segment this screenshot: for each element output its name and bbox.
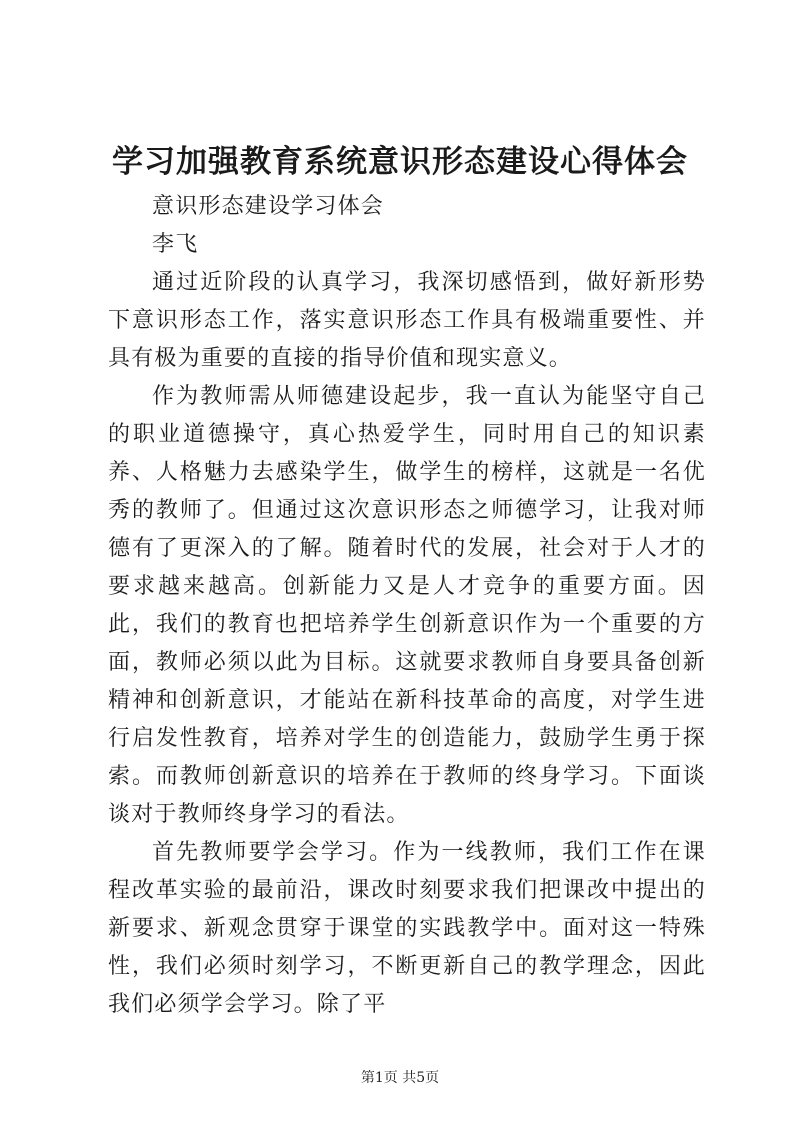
document-title: 学习加强教育系统意识形态建设心得体会 [112,144,688,180]
document-subtitle: 意识形态建设学习体会 [152,194,385,219]
paragraph-1: 通过近阶段的认真学习，我深切感悟到，做好新形势下意识形态工作，落实意识形态工作具有极端重要性、并具有极为重要的直接的指导价值和现实意义。 [108,270,706,371]
paragraph-3: 首先教师要学会学习。作为一线教师，我们工作在课程改革实验的最前沿，课改时刻要求我们把课改中提出的新要求、新观念贯穿于课堂的实践教学中。面对这一特殊性，我们必须时刻学习，不断更新自己的教学理念，因此我们必须学会学习。除了平 [108,840,706,1017]
page-footer: 第1页 共5页 [360,1070,440,1086]
paragraph-2: 作为教师需从师德建设起步，我一直认为能坚守自己的职业道德操守，真心热爱学生，同时用自己的知识素养、人格魅力去感染学生，做学生的榜样，这就是一名优秀的教师了。但通过这次意识形态之师德学习，让我对师德有了更深入的了解。随着时代的发展，社会对于人才的要求越来越高。创新能力又是人才竞争的重要方面。因此，我们的教育也把培养学生创新意识作为一个重要的方面，教师必须以此为目标。这就要求教师自身要具备创新精神和创新意识，才能站在新科技革命的高度，对学生进行启发性教育，培养对学生的创造能力，鼓励学生勇于探索。而教师创新意识的培养在于教师的终身学习。下面谈谈对于教师终身学习的看法。 [108,384,706,827]
document-body [108,188,706,1024]
document-author: 李飞 [152,232,199,257]
